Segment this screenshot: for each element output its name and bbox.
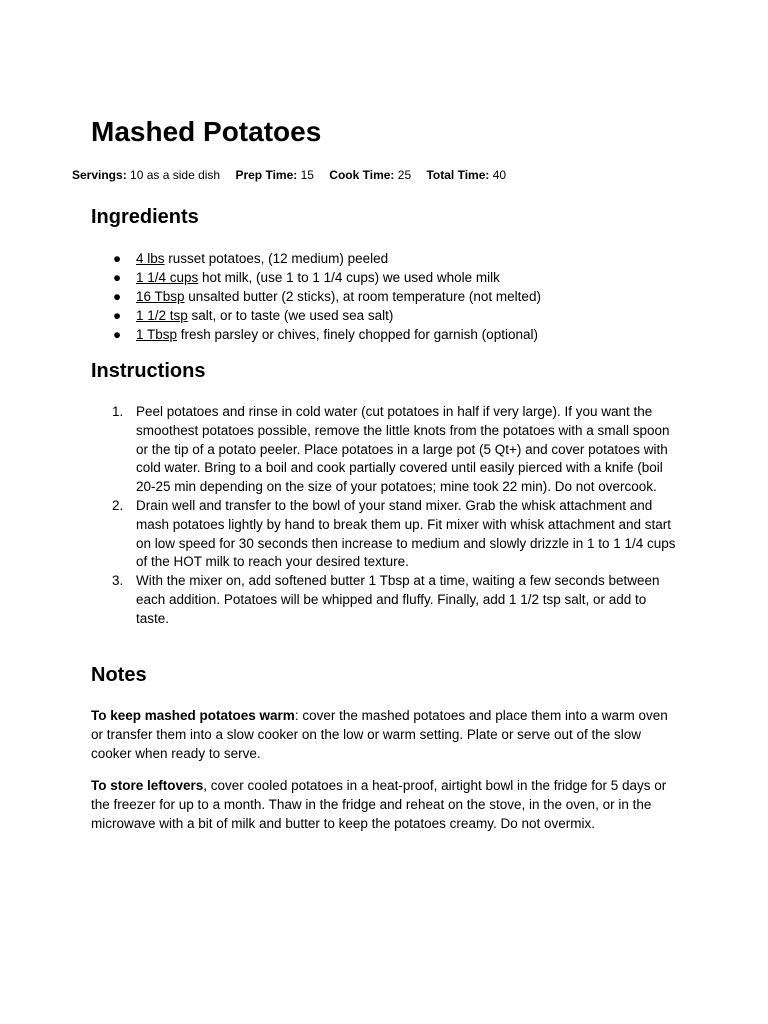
step-number: 1. [112, 404, 124, 419]
ingredients-heading: Ingredients [91, 206, 199, 228]
ingredient-item [91, 249, 541, 268]
ingredient-text: russet potatoes, (12 medium) peeled [164, 251, 389, 266]
prep-time-label: Prep Time: [235, 168, 298, 182]
ingredients-list [91, 249, 541, 344]
ingredient-quantity[interactable]: 1 Tbsp [136, 327, 178, 342]
ingredient-text: fresh parsley or chives, finely chopped for garnish (optional) [177, 327, 538, 342]
ingredient-text: unsalted butter (2 sticks), at room temperature (not melted) [184, 289, 541, 304]
instruction-step [91, 403, 681, 497]
step-text: Peel potatoes and rinse in cold water (cut potatoes in half if very large). If you want the smoothest potatoes possible, remove the little knots from the potatoes with a small spoon or the tip of a potato peeler. Place potatoes in a large pot (5 Qt+) and cover potatoes with cold water. Bring to a boil and cook partially covered until easily pierced with a knife (boil 20-25 min depending on the size of your potatoes; mine took 22 min). Do not overcook. [136, 404, 670, 495]
recipe-meta [72, 166, 518, 184]
instruction-step [91, 572, 681, 628]
cook-time-info [329, 168, 411, 182]
total-time-label: Total Time: [426, 168, 490, 182]
note-keep-warm [91, 707, 671, 763]
prep-time-value: 15 [300, 168, 314, 182]
note-keep-warm-text: : cover the mashed potatoes and place them into a warm oven or transfer them into a slow cooker on the low or warm setting. Plate or serve out of the slow cooker when ready to serve. [91, 708, 668, 761]
instruction-step [91, 497, 681, 572]
servings-value: 10 as a side dish [130, 168, 221, 182]
ingredient-text: salt, or to taste (we used sea salt) [187, 308, 394, 323]
step-text: With the mixer on, add softened butter 1 Tbsp at a time, waiting a few seconds between each addition. Potatoes will be whipped and fluffy. Finally, add 1 1/2 tsp salt, or add to taste. [136, 573, 660, 626]
cook-time-label: Cook Time: [329, 168, 395, 182]
step-text: Drain well and transfer to the bowl of your stand mixer. Grab the whisk attachment and mash potatoes lightly by hand to break them up. Fit mixer with whisk attachment and start on low speed for 30 seconds then increase to medium and slowly drizzle in 1 to 1 1/4 cups of the HOT milk to reach your desired texture. [136, 497, 676, 570]
servings-label: Servings: [72, 168, 127, 182]
note-store-leftovers [91, 777, 671, 833]
servings-info [72, 168, 220, 182]
instructions-heading: Instructions [91, 360, 206, 382]
page-title: Mashed Potatoes [91, 116, 322, 147]
ingredient-text: hot milk, (use 1 to 1 1/4 cups) we used whole milk [198, 270, 500, 285]
total-time-value: 40 [492, 168, 507, 182]
step-number: 2. [112, 497, 124, 513]
ingredient-quantity[interactable]: 1 1/2 tsp [136, 308, 188, 323]
ingredient-item [91, 306, 541, 325]
prep-time-info [235, 168, 314, 182]
note-keep-warm-label: To keep mashed potatoes warm [91, 708, 295, 723]
step-number: 3. [112, 573, 124, 589]
instructions-list [91, 403, 681, 629]
note-store-leftovers-label: To store leftovers [91, 778, 204, 793]
bullet-icon: ● [113, 289, 122, 304]
ingredient-quantity[interactable]: 1 1/4 cups [136, 270, 199, 285]
bullet-icon: ● [113, 308, 122, 323]
bullet-icon: ● [113, 327, 122, 342]
bullet-icon: ● [113, 251, 122, 266]
ingredient-quantity[interactable]: 16 Tbsp [136, 289, 185, 304]
note-store-leftovers-text: , cover cooled potatoes in a heat-proof, airtight bowl in the fridge for 5 days or the freezer for up to a month. Thaw in the fridge and reheat on the stove, in the oven, or in the microwave with a bit of milk and butter to keep the potatoes creamy. Do not overmix. [91, 778, 667, 831]
bullet-icon: ● [113, 270, 122, 285]
total-time-info [426, 168, 506, 182]
ingredient-quantity[interactable]: 4 lbs [136, 251, 165, 266]
ingredient-item [91, 325, 541, 344]
ingredient-item [91, 287, 541, 306]
notes-heading: Notes [91, 664, 147, 686]
ingredient-item [91, 268, 541, 287]
cook-time-value: 25 [397, 168, 412, 182]
